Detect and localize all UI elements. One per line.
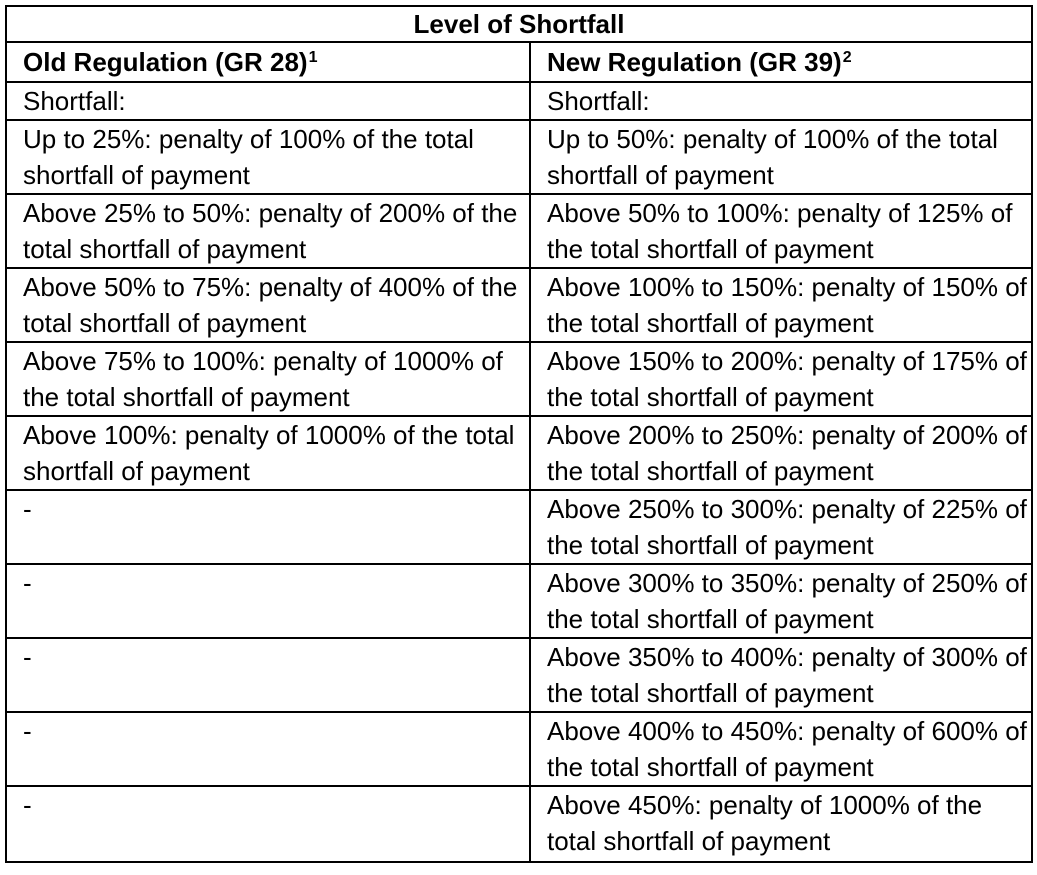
new-regulation-cell: Above 450%: penalty of 1000% of the total shortfall of payment bbox=[530, 786, 1032, 862]
old-regulation-cell: Up to 25%: penalty of 100% of the total shortfall of payment bbox=[6, 120, 530, 194]
old-regulation-cell: Above 75% to 100%: penalty of 1000% of the total shortfall of payment bbox=[6, 342, 530, 416]
table-row bbox=[6, 416, 1032, 490]
column-header-label: New Regulation (GR 39) bbox=[547, 47, 842, 77]
new-regulation-cell: Above 350% to 400%: penalty of 300% of the total shortfall of payment bbox=[530, 638, 1032, 712]
new-regulation-cell: Above 250% to 300%: penalty of 225% of the total shortfall of payment bbox=[530, 490, 1032, 564]
old-regulation-cell: - bbox=[6, 638, 530, 712]
old-regulation-cell: - bbox=[6, 786, 530, 862]
table-row bbox=[6, 564, 1032, 638]
column-header-label: Old Regulation (GR 28) bbox=[23, 47, 308, 77]
table-row bbox=[6, 712, 1032, 786]
footnote-marker: 2 bbox=[842, 49, 852, 66]
old-regulation-cell: Above 100%: penalty of 1000% of the total shortfall of payment bbox=[6, 416, 530, 490]
table-row bbox=[6, 268, 1032, 342]
new-regulation-cell: Above 50% to 100%: penalty of 125% of the total shortfall of payment bbox=[530, 194, 1032, 268]
header-row bbox=[6, 42, 1032, 82]
table-row bbox=[6, 82, 1032, 120]
title-row bbox=[6, 6, 1032, 42]
old-regulation-cell: Above 50% to 75%: penalty of 400% of the total shortfall of payment bbox=[6, 268, 530, 342]
old-regulation-cell: - bbox=[6, 712, 530, 786]
new-regulation-cell: Shortfall: bbox=[530, 82, 1032, 120]
table-row bbox=[6, 490, 1032, 564]
new-regulation-cell: Up to 50%: penalty of 100% of the total shortfall of payment bbox=[530, 120, 1032, 194]
footnote-marker: 1 bbox=[308, 49, 318, 66]
table-row bbox=[6, 120, 1032, 194]
new-regulation-cell: Above 100% to 150%: penalty of 150% of the total shortfall of payment bbox=[530, 268, 1032, 342]
old-regulation-cell: - bbox=[6, 564, 530, 638]
new-regulation-cell: Above 300% to 350%: penalty of 250% of the total shortfall of payment bbox=[530, 564, 1032, 638]
table-row bbox=[6, 786, 1032, 862]
table-row bbox=[6, 638, 1032, 712]
old-regulation-cell: - bbox=[6, 490, 530, 564]
new-regulation-cell: Above 400% to 450%: penalty of 600% of the total shortfall of payment bbox=[530, 712, 1032, 786]
new-regulation-cell: Above 200% to 250%: penalty of 200% of the total shortfall of payment bbox=[530, 416, 1032, 490]
table-title: Level of Shortfall bbox=[6, 6, 1032, 42]
shortfall-comparison-table bbox=[5, 5, 1033, 863]
table-row bbox=[6, 342, 1032, 416]
old-regulation-cell: Shortfall: bbox=[6, 82, 530, 120]
new-regulation-cell: Above 150% to 200%: penalty of 175% of the total shortfall of payment bbox=[530, 342, 1032, 416]
column-header-old-regulation bbox=[6, 42, 530, 82]
column-header-new-regulation bbox=[530, 42, 1032, 82]
old-regulation-cell: Above 25% to 50%: penalty of 200% of the total shortfall of payment bbox=[6, 194, 530, 268]
table-row bbox=[6, 194, 1032, 268]
